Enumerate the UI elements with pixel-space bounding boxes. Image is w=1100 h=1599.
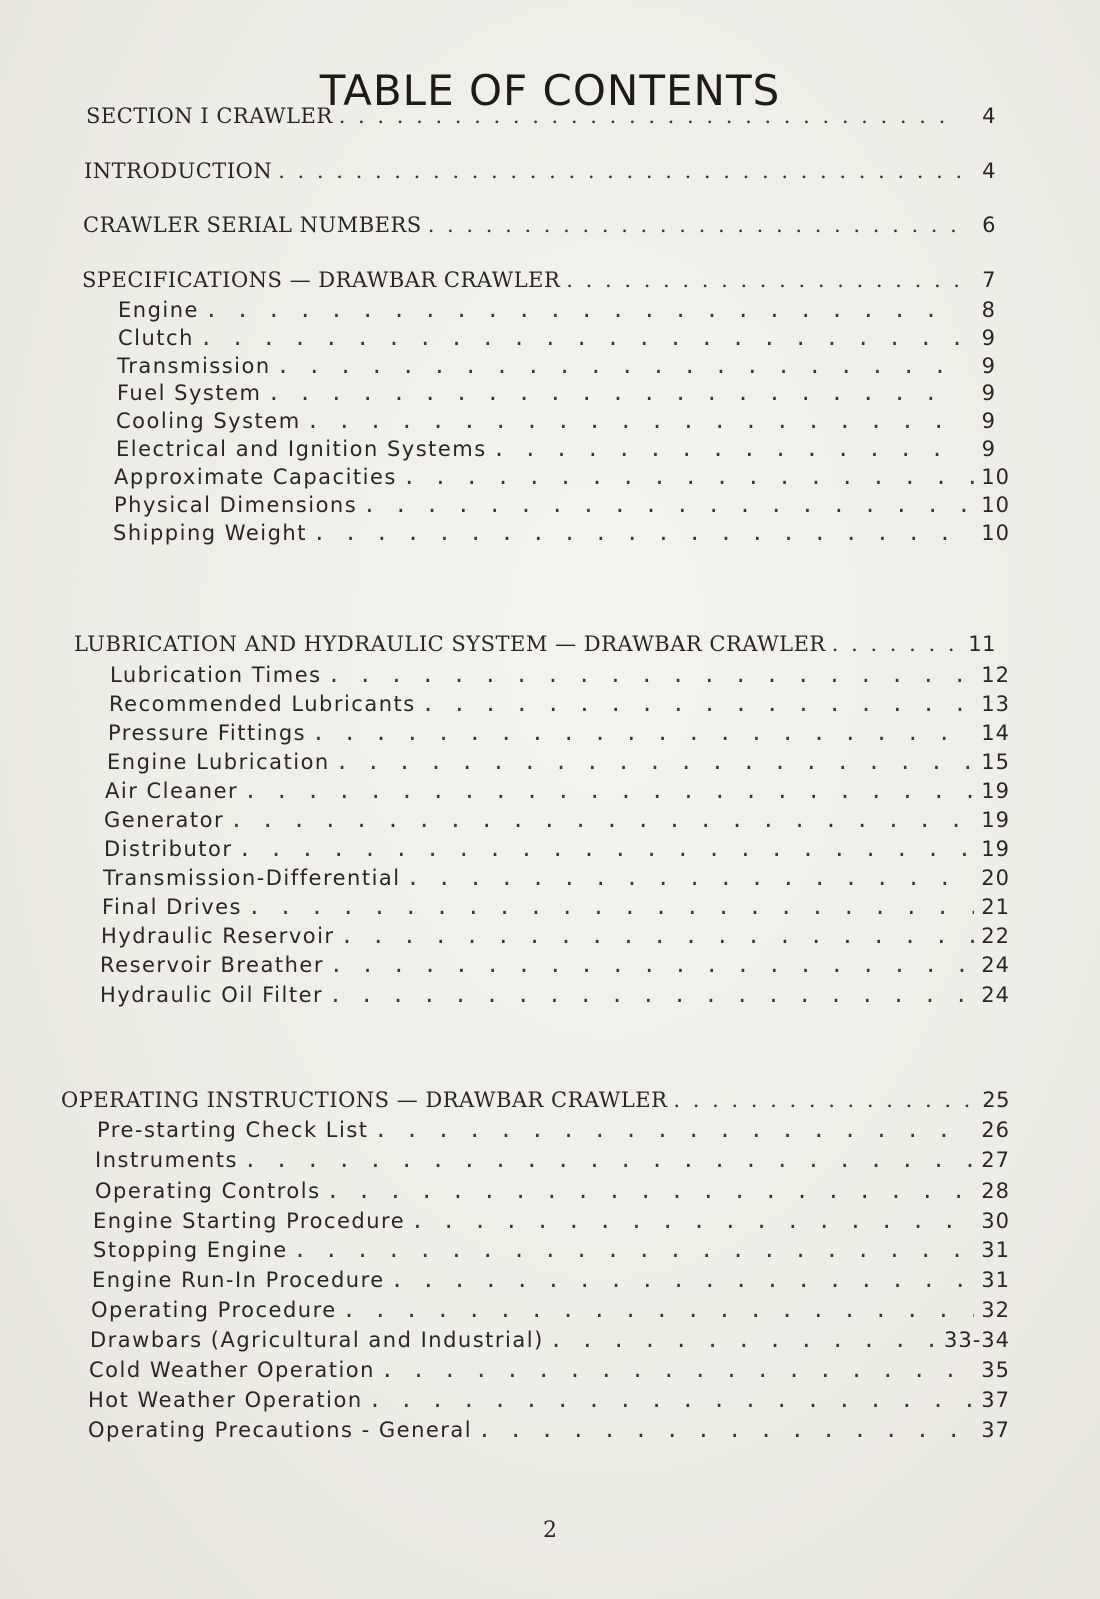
toc-subentry-page: 9: [981, 354, 996, 378]
toc-subentry: [108, 721, 1010, 745]
toc-entry-lubrication: [74, 632, 996, 656]
dot-leader: [327, 1179, 974, 1203]
toc-subentry-page: 28: [981, 1179, 1010, 1203]
toc-subentry-page: 9: [981, 437, 996, 461]
toc-subentry-page: 26: [981, 1118, 1010, 1142]
toc-subentry-page: 35: [981, 1358, 1010, 1382]
dot-leader: [230, 808, 974, 832]
toc-subentry-label: Hydraulic Oil Filter: [100, 983, 324, 1007]
toc-subentry: [101, 924, 1010, 948]
dot-leader: [403, 465, 974, 489]
toc-entry-page: 11: [968, 632, 996, 656]
toc-subentry: [100, 953, 1010, 977]
toc-subentry: [93, 1209, 1010, 1233]
toc-subentry-label: Engine Starting Procedure: [93, 1209, 406, 1233]
toc-subentry-page: 31: [981, 1268, 1010, 1292]
toc-subentry: [92, 1268, 1010, 1292]
toc-subentry-label: Hydraulic Reservoir: [101, 924, 335, 948]
toc-subentry-label: Cooling System: [116, 409, 301, 433]
toc-entry-introduction: [84, 159, 996, 183]
toc-subentry: [97, 1118, 1010, 1142]
toc-subentry: [91, 1298, 1010, 1322]
toc-entry-label: CRAWLER SERIAL NUMBERS: [83, 213, 422, 237]
toc-subentry-page: 32: [981, 1298, 1010, 1322]
toc-subentry-page: 19: [981, 779, 1010, 803]
dot-leader: [673, 1088, 974, 1112]
dot-leader: [832, 632, 960, 656]
toc-subentry-label: Approximate Capacities: [114, 465, 397, 489]
toc-subentry-label: Operating Procedure: [91, 1298, 337, 1322]
toc-subentry: [113, 521, 1010, 545]
toc-subentry: [116, 409, 996, 433]
toc-subentry: [114, 465, 1010, 489]
dot-leader: [369, 1388, 974, 1412]
toc-subentry: [104, 808, 1010, 832]
dot-leader: [493, 437, 960, 461]
toc-subentry-label: Pre-starting Check List: [97, 1118, 369, 1142]
toc-subentry-label: Clutch: [118, 326, 194, 350]
toc-subentry: [104, 837, 1010, 861]
dot-leader: [239, 837, 974, 861]
toc-entry-page: 4: [982, 104, 996, 128]
toc-subentry-page: 12: [981, 663, 1010, 687]
toc-subentry-page: 9: [981, 326, 996, 350]
toc-subentry-label: Engine Run-In Procedure: [92, 1268, 385, 1292]
dot-leader: [391, 1268, 974, 1292]
toc-subentry-label: Physical Dimensions: [114, 493, 358, 517]
dot-leader: [411, 1209, 974, 1233]
dot-leader: [381, 1358, 974, 1382]
toc-subentry-label: Fuel System: [117, 381, 262, 405]
dot-leader: [205, 298, 960, 322]
dot-leader: [363, 493, 974, 517]
toc-subentry: [103, 866, 1010, 890]
toc-entry-label: INTRODUCTION: [84, 159, 273, 183]
dot-leader: [244, 1148, 974, 1172]
toc-subentry-page: 33-34: [943, 1328, 1010, 1352]
toc-subentry-page: 10: [981, 493, 1010, 517]
toc-subentry-page: 15: [981, 750, 1010, 774]
dot-leader: [328, 663, 974, 687]
toc-subentry-label: Cold Weather Operation: [89, 1358, 375, 1382]
toc-subentry: [118, 298, 996, 322]
toc-subentry-label: Distributor: [104, 837, 233, 861]
toc-subentry-page: 14: [981, 721, 1010, 745]
dot-leader: [422, 692, 974, 716]
toc-subentry: [117, 381, 996, 405]
dot-leader: [307, 409, 960, 433]
toc-subentry-page: 9: [981, 409, 996, 433]
toc-subentry: [89, 1358, 1010, 1382]
toc-subentry-label: Transmission-Differential: [103, 866, 401, 890]
toc-subentry: [95, 1148, 1010, 1172]
dot-leader: [267, 381, 960, 405]
toc-subentry-label: Shipping Weight: [113, 521, 307, 545]
toc-subentry-label: Air Cleaner: [105, 779, 239, 803]
toc-subentry-label: Drawbars (Agricultural and Industrial): [90, 1328, 544, 1352]
toc-subentry-label: Electrical and Ignition Systems: [116, 437, 487, 461]
dot-leader: [375, 1118, 974, 1142]
toc-entry-page: 25: [982, 1088, 1010, 1112]
toc-subentry-page: 24: [981, 983, 1010, 1007]
toc-entry-serial-numbers: [83, 213, 996, 237]
toc-subentry-page: 19: [981, 837, 1010, 861]
toc-subentry-label: Recommended Lubricants: [109, 692, 416, 716]
dot-leader: [341, 924, 974, 948]
toc-subentry-page: 22: [981, 924, 1010, 948]
toc-subentry-page: 31: [981, 1238, 1010, 1262]
toc-subentry: [95, 1179, 1010, 1203]
toc-subentry-label: Transmission: [117, 354, 271, 378]
toc-subentry: [114, 493, 1010, 517]
toc-subentry: [105, 779, 1010, 803]
dot-leader: [277, 354, 960, 378]
toc-subentry-label: Engine: [118, 298, 199, 322]
toc-subentry-label: Lubrication Times: [110, 663, 322, 687]
dot-leader: [278, 159, 960, 183]
toc-entry-label: OPERATING INSTRUCTIONS — DRAWBAR CRAWLER: [61, 1088, 668, 1112]
toc-subentry-page: 8: [981, 298, 996, 322]
toc-subentry: [118, 326, 996, 350]
toc-subentry-label: Operating Controls: [95, 1179, 321, 1203]
toc-entry-specifications: [82, 268, 996, 292]
dot-leader: [339, 104, 960, 128]
dot-leader: [428, 213, 960, 237]
toc-subentry-page: 30: [981, 1209, 1010, 1233]
toc-subentry-label: Stopping Engine: [93, 1238, 288, 1262]
toc-subentry-page: 9: [981, 381, 996, 405]
dot-leader: [343, 1298, 974, 1322]
toc-subentry: [88, 1388, 1010, 1412]
toc-subentry: [90, 1328, 1010, 1352]
toc-entry-label: LUBRICATION AND HYDRAULIC SYSTEM — DRAWBAR CRAWLER: [74, 632, 826, 656]
toc-subentry-label: Final Drives: [102, 895, 243, 919]
toc-subentry-label: Hot Weather Operation: [88, 1388, 363, 1412]
toc-subentry: [116, 437, 996, 461]
dot-leader: [248, 895, 974, 919]
toc-subentry-label: Engine Lubrication: [107, 750, 330, 774]
toc-entry-page: 6: [982, 213, 996, 237]
dot-leader: [550, 1328, 938, 1352]
dot-leader: [329, 983, 974, 1007]
toc-subentry-label: Generator: [104, 808, 225, 832]
toc-subentry: [93, 1238, 1010, 1262]
toc-subentry-label: Reservoir Breather: [100, 953, 324, 977]
toc-subentry-page: 21: [981, 895, 1010, 919]
dot-leader: [478, 1418, 974, 1442]
toc-subentry: [109, 692, 1010, 716]
toc-subentry-page: 37: [981, 1388, 1010, 1412]
page-number: 2: [543, 1518, 557, 1543]
toc-subentry: [107, 750, 1010, 774]
toc-subentry-page: 37: [981, 1418, 1010, 1442]
toc-subentry-page: 13: [981, 692, 1010, 716]
toc-entry-page: 7: [982, 268, 996, 292]
dot-leader: [407, 866, 974, 890]
dot-leader: [294, 1238, 974, 1262]
toc-subentry-label: Instruments: [95, 1148, 238, 1172]
toc-subentry-label: Pressure Fittings: [108, 721, 307, 745]
dot-leader: [330, 953, 974, 977]
toc-subentry: [88, 1418, 1010, 1442]
toc-subentry-page: 27: [981, 1148, 1010, 1172]
page-title: TABLE OF CONTENTS: [319, 66, 781, 116]
dot-leader: [566, 268, 960, 292]
toc-subentry: [102, 895, 1010, 919]
toc-entry-label: SECTION I CRAWLER: [86, 104, 333, 128]
toc-subentry: [100, 983, 1010, 1007]
toc-subentry: [117, 354, 996, 378]
toc-entry-page: 4: [982, 159, 996, 183]
dot-leader: [244, 779, 974, 803]
toc-subentry-page: 10: [981, 465, 1010, 489]
toc-entry-operating-instructions: [61, 1088, 1010, 1112]
dot-leader: [336, 750, 974, 774]
dot-leader: [200, 326, 960, 350]
toc-subentry-page: 24: [981, 953, 1010, 977]
dot-leader: [312, 721, 974, 745]
toc-entry-label: SPECIFICATIONS — DRAWBAR CRAWLER: [82, 268, 561, 292]
toc-subentry-label: Operating Precautions - General: [88, 1418, 473, 1442]
toc-subentry-page: 19: [981, 808, 1010, 832]
toc-entry-section-i: [86, 104, 996, 128]
toc-subentry: [110, 663, 1010, 687]
toc-subentry-page: 20: [981, 866, 1010, 890]
toc-subentry-page: 10: [981, 521, 1010, 545]
dot-leader: [313, 521, 974, 545]
